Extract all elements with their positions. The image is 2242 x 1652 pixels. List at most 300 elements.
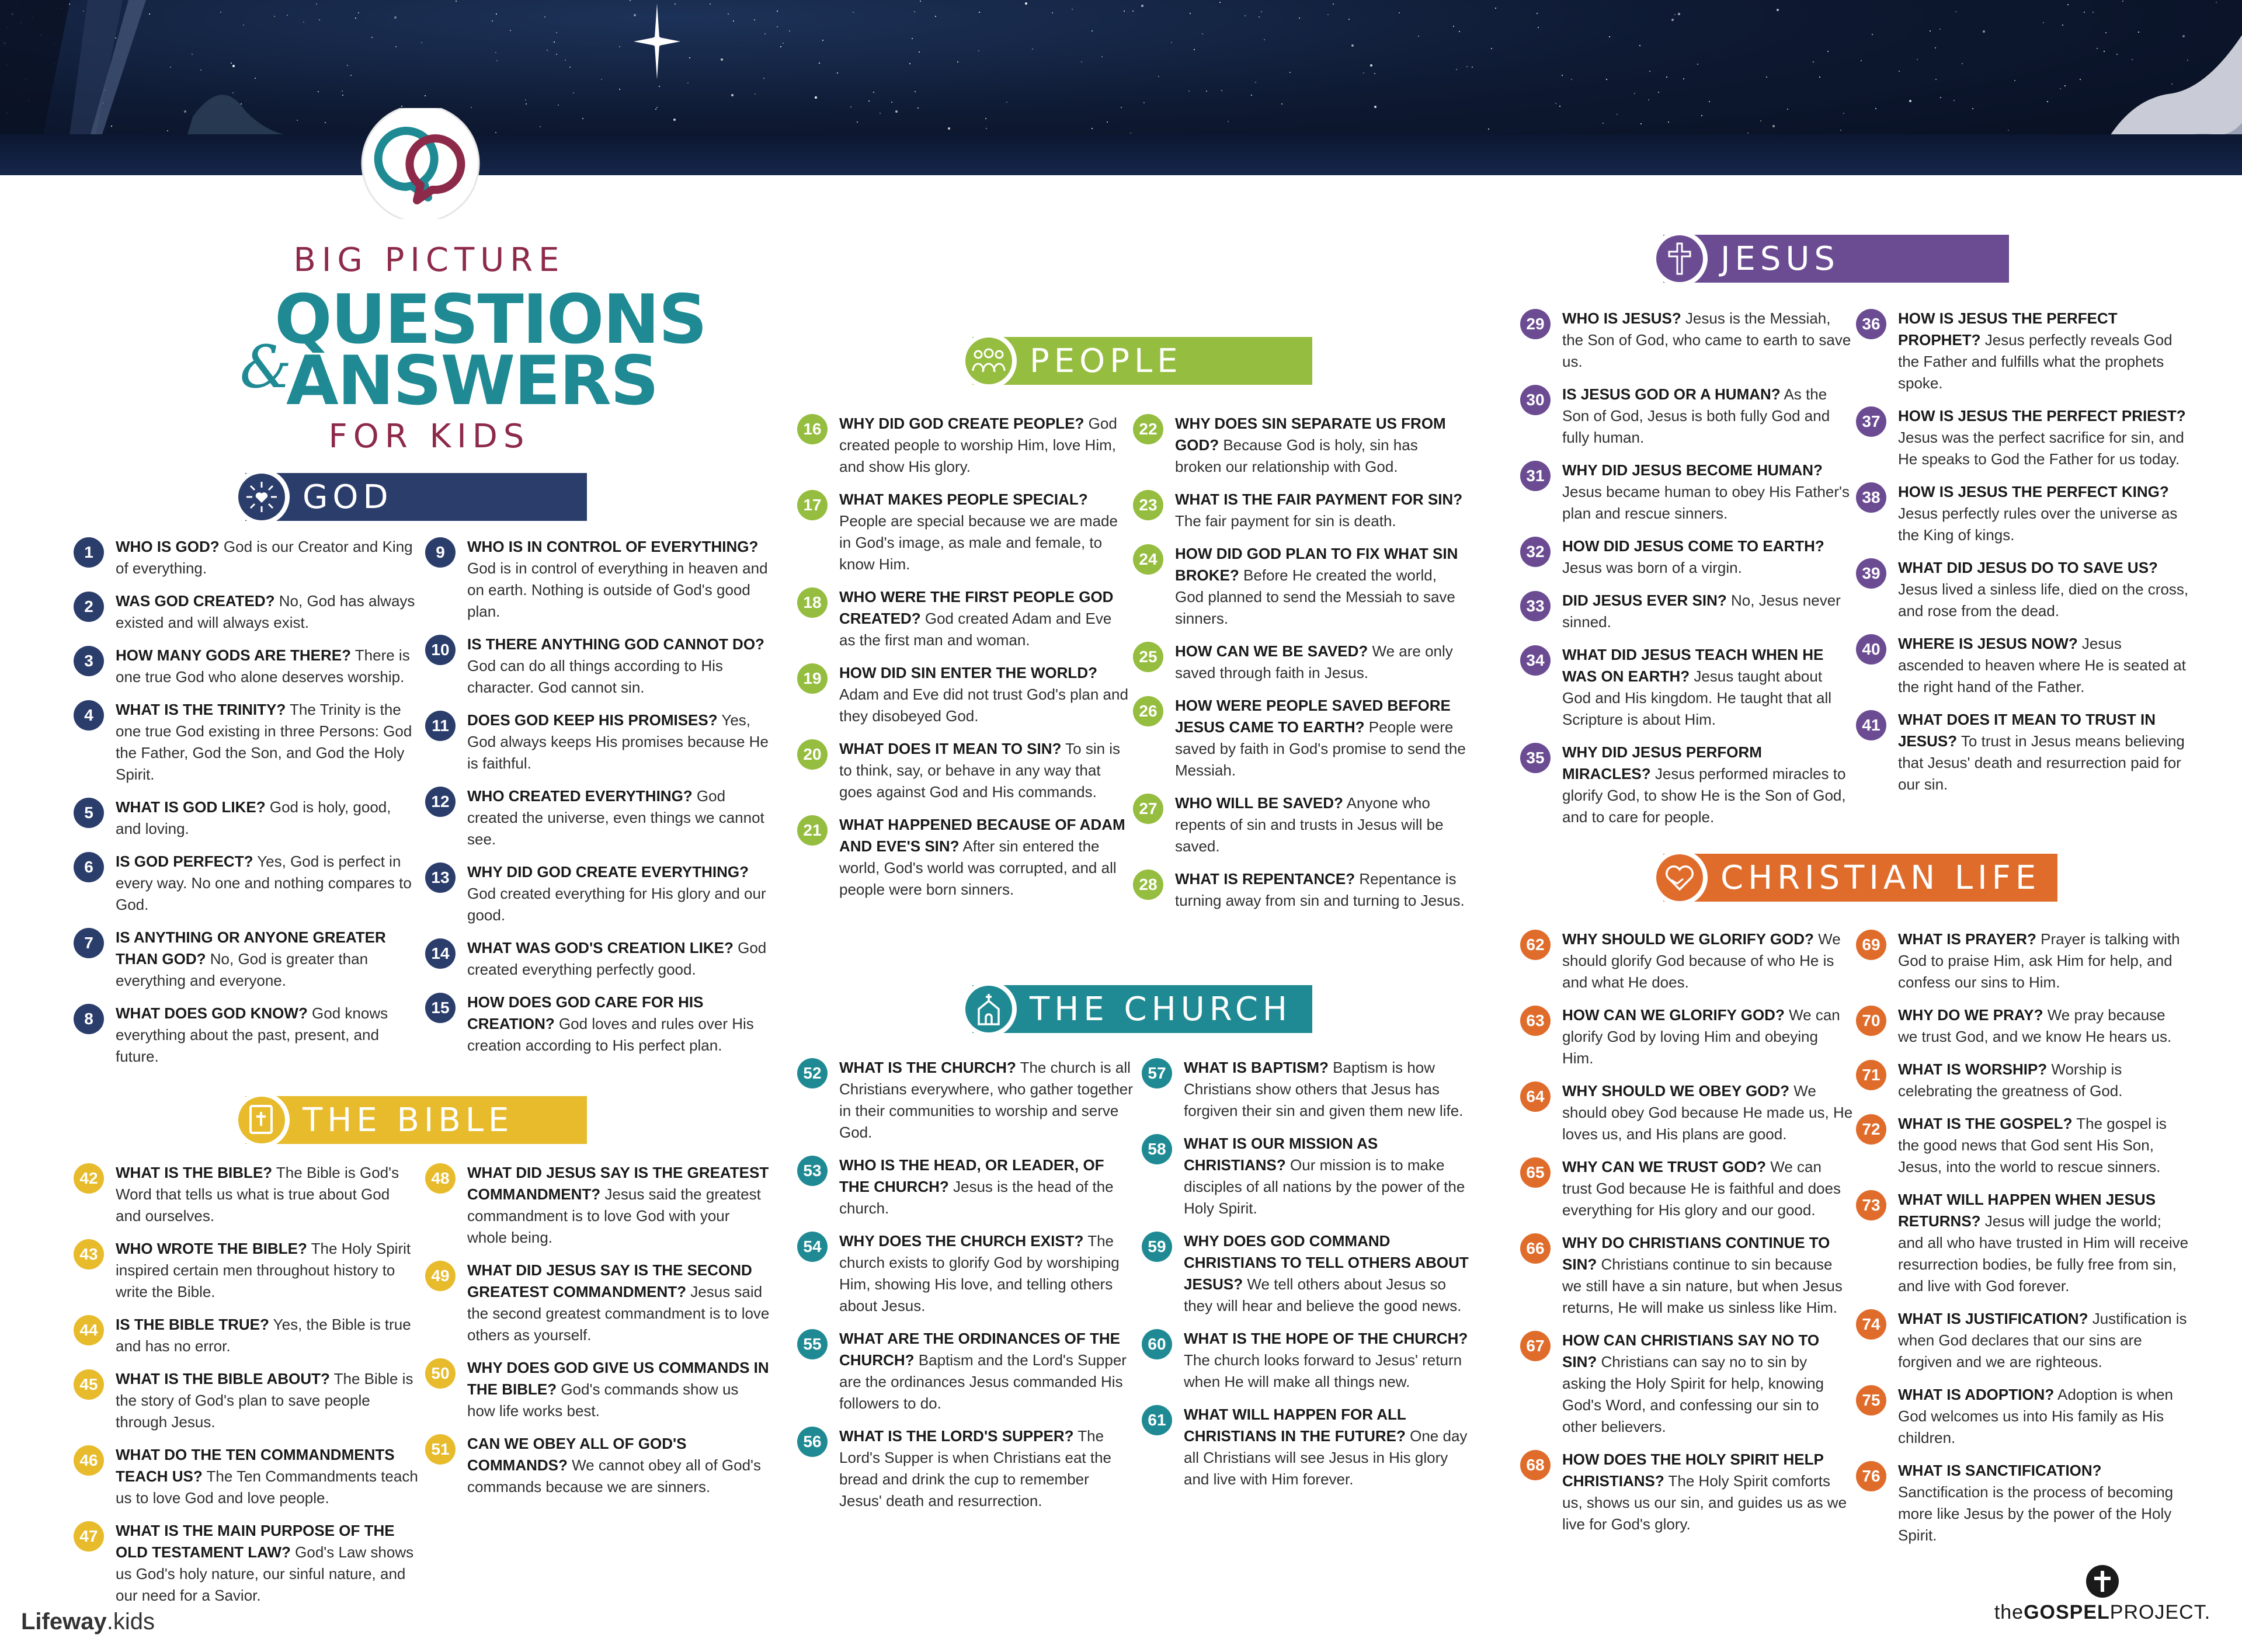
question-number-badge: 50 bbox=[425, 1358, 456, 1389]
qa-item bbox=[74, 1444, 418, 1509]
question-text: HOW DOES GOD CARE FOR HIS CREATION? bbox=[467, 993, 704, 1032]
question-text: WHAT IS THE HOPE OF THE CHURCH? bbox=[1184, 1330, 1468, 1347]
star-dot bbox=[1456, 69, 1457, 70]
answer-text: Jesus perfectly reveals God the Father and fulfills what the prophets spoke. bbox=[1898, 331, 2173, 392]
question-answer-text bbox=[116, 1003, 418, 1067]
star-dot bbox=[1640, 123, 1642, 124]
question-number-badge: 62 bbox=[1520, 930, 1551, 960]
question-answer-text bbox=[116, 1520, 418, 1606]
answer-text: Jesus ascended to heaven where He is seated at the right hand of the Father. bbox=[1898, 635, 2186, 695]
question-answer-text bbox=[1562, 742, 1853, 828]
question-text: WHY SHOULD WE OBEY GOD? bbox=[1562, 1082, 1790, 1100]
answer-text: Jesus will judge the world; and all who have trusted in Him will receive resurrection bodies, be fully free from sin, and live with God forever. bbox=[1898, 1212, 2189, 1295]
question-text: WHERE IS JESUS NOW? bbox=[1898, 635, 2078, 652]
star-dot bbox=[601, 79, 602, 80]
qa-item bbox=[425, 634, 770, 698]
star-dot bbox=[1092, 128, 1093, 129]
answer-text: God's commands show us how life works best. bbox=[467, 1380, 739, 1420]
star-dot bbox=[1930, 30, 1931, 32]
qa-item bbox=[1520, 460, 1853, 524]
question-text: HOW CAN WE BE SAVED? bbox=[1175, 642, 1368, 660]
answer-text: We are only saved through faith in Jesus. bbox=[1175, 642, 1453, 681]
church-questions-column-2 bbox=[1142, 1057, 1475, 1501]
answer-text: God created Adam and Eve as the first man and woman. bbox=[839, 610, 1112, 649]
question-text: WHO IS GOD? bbox=[116, 538, 220, 555]
question-number-badge: 28 bbox=[1133, 870, 1163, 900]
answer-text: Anyone who repents of sin and trusts in Jesus will be saved. bbox=[1175, 794, 1444, 855]
question-answer-text bbox=[467, 1260, 770, 1346]
question-text: WHY DOES GOD COMMAND CHRISTIANS TO TELL OTHERS ABOUT JESUS? bbox=[1184, 1232, 1469, 1293]
section-header-christian-life bbox=[1663, 854, 2057, 902]
star-dot bbox=[456, 1, 457, 2]
question-answer-text bbox=[1175, 792, 1466, 857]
question-text: HOW IS JESUS THE PERFECT PRIEST? bbox=[1898, 407, 2186, 425]
star-dot bbox=[421, 42, 422, 43]
question-answer-text bbox=[1898, 1308, 2189, 1373]
qa-item bbox=[797, 1057, 1133, 1143]
question-answer-text bbox=[839, 662, 1130, 727]
qa-item bbox=[797, 1425, 1133, 1512]
star-dot bbox=[1935, 79, 1937, 80]
question-text: WHAT WAS GOD'S CREATION LIKE? bbox=[467, 939, 734, 957]
star-dot bbox=[1683, 78, 1684, 79]
star-dot bbox=[1909, 100, 1911, 102]
question-text: DOES GOD KEEP HIS PROMISES? bbox=[467, 711, 718, 729]
question-number-badge: 57 bbox=[1142, 1058, 1172, 1088]
section-header-god bbox=[245, 473, 587, 521]
section-header-church bbox=[972, 985, 1312, 1033]
answer-text: God is our Creator and King of everything. bbox=[116, 538, 413, 577]
star-dot bbox=[1092, 30, 1093, 32]
question-answer-text bbox=[1898, 709, 2189, 795]
answer-text: The church is all Christians everywhere, who gather together in their communities to worship and serve God. bbox=[839, 1059, 1133, 1141]
answer-text: To trust in Jesus means believing that Jesus' death and resurrection paid for our sin. bbox=[1898, 732, 2185, 793]
question-number-badge: 34 bbox=[1520, 645, 1551, 676]
star-dot bbox=[496, 13, 497, 15]
question-text: IS ANYTHING OR ANYONE GREATER THAN GOD? bbox=[116, 928, 386, 968]
question-text: WHAT WILL HAPPEN FOR ALL CHRISTIANS IN THE FUTURE? bbox=[1184, 1406, 1406, 1445]
star-dot bbox=[619, 46, 620, 47]
answer-text: The church exists to glorify God by worshiping Him, showing His love, and telling others about Jesus. bbox=[839, 1232, 1120, 1314]
question-text: WHY DOES THE CHURCH EXIST? bbox=[839, 1232, 1084, 1250]
answer-text: God created the universe, even things we cannot see. bbox=[467, 787, 764, 848]
section-title-christian-life: CHRISTIAN LIFE bbox=[1720, 858, 2041, 897]
answer-text: One day all Christians will see Jesus in His glory and live with Him forever. bbox=[1184, 1427, 1468, 1488]
star-dot bbox=[1840, 130, 1841, 131]
question-answer-text bbox=[1175, 868, 1466, 912]
star-dot bbox=[1606, 79, 1607, 80]
answer-text: As the Son of God, Jesus is both fully God and fully human. bbox=[1562, 385, 1830, 446]
star-dot bbox=[510, 30, 511, 31]
question-text: WHO WROTE THE BIBLE? bbox=[116, 1240, 307, 1257]
qa-item bbox=[425, 1357, 770, 1422]
question-answer-text bbox=[1562, 928, 1853, 993]
section-title-god: GOD bbox=[303, 478, 393, 516]
question-text: WHY DID JESUS BECOME HUMAN? bbox=[1562, 461, 1823, 479]
qa-item bbox=[1856, 557, 2189, 622]
qa-item bbox=[1133, 695, 1466, 781]
question-text: WHO IS IN CONTROL OF EVERYTHING? bbox=[467, 538, 759, 555]
star-dot bbox=[1219, 2, 1221, 3]
question-answer-text bbox=[116, 797, 418, 840]
qa-item bbox=[1856, 1189, 2189, 1297]
qa-item bbox=[1520, 384, 1853, 448]
question-text: IS THE BIBLE TRUE? bbox=[116, 1316, 269, 1333]
answer-text: God is in control of everything in heaven and on earth. Nothing is outside of God's good plan. bbox=[467, 559, 768, 620]
star-dot bbox=[986, 128, 987, 129]
title-answers: ANSWERS bbox=[286, 342, 658, 420]
star-dot bbox=[1617, 114, 1618, 115]
star-dot bbox=[1747, 133, 1749, 134]
answer-text: We cannot obey all of God's commands because we are sinners. bbox=[467, 1456, 761, 1496]
bible-questions-column-1 bbox=[74, 1162, 418, 1618]
answer-text: Jesus is the Messiah, the Son of God, who came to earth to save us. bbox=[1562, 309, 1851, 370]
question-text: HOW DOES THE HOLY SPIRIT HELP CHRISTIANS? bbox=[1562, 1451, 1824, 1490]
qa-item bbox=[1133, 413, 1466, 478]
star-dot bbox=[342, 95, 343, 96]
qa-item bbox=[1856, 481, 2189, 546]
question-number-badge: 43 bbox=[74, 1239, 104, 1270]
star-dot bbox=[915, 91, 916, 92]
question-answer-text bbox=[1562, 1004, 1853, 1069]
question-text: WHAT IS GOD LIKE? bbox=[116, 798, 266, 816]
question-text: HOW CAN CHRISTIANS SAY NO TO SIN? bbox=[1562, 1331, 1820, 1371]
star-dot bbox=[342, 91, 343, 92]
qa-item bbox=[425, 937, 770, 980]
qa-item bbox=[1856, 928, 2189, 993]
qa-item bbox=[1856, 1113, 2189, 1178]
question-text: WHY SHOULD WE GLORIFY GOD? bbox=[1562, 930, 1814, 948]
answer-text: God created everything perfectly good. bbox=[467, 939, 767, 978]
qa-item bbox=[425, 1162, 770, 1248]
star-dot bbox=[525, 99, 526, 100]
qa-item bbox=[1520, 535, 1853, 579]
question-answer-text bbox=[839, 1230, 1133, 1317]
star-dot bbox=[789, 30, 790, 32]
star-dot bbox=[659, 86, 660, 87]
star-dot bbox=[985, 118, 986, 119]
star-dot bbox=[1206, 91, 1207, 92]
qa-item bbox=[74, 1003, 418, 1067]
star-dot bbox=[780, 46, 781, 47]
star-dot bbox=[1709, 101, 1710, 102]
star-dot bbox=[919, 51, 920, 53]
star-dot bbox=[318, 91, 319, 92]
question-answer-text bbox=[1898, 1113, 2189, 1178]
question-number-badge: 18 bbox=[797, 587, 828, 618]
star-dot bbox=[619, 89, 620, 90]
question-number-badge: 53 bbox=[797, 1156, 828, 1186]
star-dot bbox=[1245, 15, 1246, 16]
answer-text: Because God is holy, sin has broken our relationship with God. bbox=[1175, 436, 1418, 475]
question-answer-text bbox=[1562, 1156, 1853, 1221]
jesus-questions-column-2 bbox=[1856, 308, 2189, 806]
question-answer-text bbox=[1175, 413, 1466, 478]
question-text: WHAT IS THE MAIN PURPOSE OF THE OLD TESTAMENT LAW? bbox=[116, 1522, 395, 1561]
question-answer-text bbox=[1898, 308, 2189, 394]
star-dot bbox=[1052, 12, 1053, 13]
question-answer-text bbox=[467, 992, 770, 1056]
question-number-badge: 13 bbox=[425, 862, 456, 893]
question-answer-text bbox=[839, 489, 1130, 575]
answer-text: Yes, God always keeps His promises because He is faithful. bbox=[467, 711, 769, 772]
answer-text: Jesus was the perfect sacrifice for sin, and He speaks to God the Father for us today. bbox=[1898, 429, 2184, 468]
question-text: WHAT IS THE GOSPEL? bbox=[1898, 1115, 2073, 1132]
question-text: WHAT IS WORSHIP? bbox=[1898, 1060, 2048, 1078]
question-text: WHY DOES SIN SEPARATE US FROM GOD? bbox=[1175, 415, 1446, 454]
star-dot bbox=[853, 12, 854, 13]
section-header-people bbox=[972, 337, 1312, 385]
star-dot bbox=[728, 13, 729, 15]
answer-text: Christians continue to sin because we still have a sin nature, but when Jesus returns, He will make us sinless like Him. bbox=[1562, 1255, 1843, 1316]
star-dot bbox=[1648, 99, 1649, 100]
question-number-badge: 63 bbox=[1520, 1006, 1551, 1036]
star-dot bbox=[1872, 34, 1873, 35]
radiant-heart-icon bbox=[234, 469, 290, 525]
question-text: HOW IS JESUS THE PERFECT PROPHET? bbox=[1898, 309, 2118, 349]
lifeway-logo-text: Lifeway bbox=[21, 1609, 107, 1634]
question-answer-text bbox=[116, 1444, 418, 1509]
qa-item bbox=[1142, 1133, 1475, 1219]
star-dot bbox=[1562, 75, 1563, 76]
answer-text: We can trust God because He is faithful and does everything for His glory and our good. bbox=[1562, 1158, 1841, 1219]
qa-item bbox=[797, 1154, 1133, 1219]
question-number-badge: 21 bbox=[797, 815, 828, 846]
answer-text: Jesus is the head of the church. bbox=[839, 1178, 1114, 1217]
star-dot bbox=[837, 72, 838, 74]
question-number-badge: 22 bbox=[1133, 414, 1163, 444]
qa-item bbox=[425, 536, 770, 622]
star-dot bbox=[1124, 11, 1125, 12]
question-text: HOW WERE PEOPLE SAVED BEFORE JESUS CAME TO EARTH? bbox=[1175, 697, 1451, 736]
section-header-jesus bbox=[1663, 235, 2009, 283]
question-answer-text bbox=[1175, 489, 1466, 532]
qa-item bbox=[1520, 742, 1853, 828]
star-dot bbox=[1370, 64, 1372, 67]
answer-text: No, Jesus never sinned. bbox=[1562, 592, 1841, 631]
qa-item bbox=[1520, 1232, 1853, 1319]
star-dot bbox=[1299, 18, 1300, 19]
star-dot bbox=[1697, 64, 1698, 65]
question-text: WHAT IS REPENTANCE? bbox=[1175, 870, 1355, 888]
speech-bubbles-icon bbox=[356, 108, 485, 219]
star-dot bbox=[819, 62, 820, 64]
question-number-badge: 41 bbox=[1856, 710, 1886, 740]
question-number-badge: 26 bbox=[1133, 696, 1163, 726]
star-dot bbox=[544, 16, 545, 18]
question-answer-text bbox=[1898, 1059, 2189, 1102]
question-answer-text bbox=[116, 699, 418, 785]
question-number-badge: 39 bbox=[1856, 558, 1886, 589]
section-header-bible bbox=[245, 1096, 587, 1144]
question-text: WHAT DOES IT MEAN TO SIN? bbox=[839, 740, 1062, 757]
qa-item bbox=[1856, 1384, 2189, 1449]
title-for-kids: FOR KIDS bbox=[328, 418, 530, 455]
question-text: WHAT MAKES PEOPLE SPECIAL? bbox=[839, 491, 1088, 508]
star-dot bbox=[630, 0, 631, 1]
question-number-badge: 56 bbox=[797, 1427, 828, 1457]
question-answer-text bbox=[1898, 1384, 2189, 1449]
question-number-badge: 12 bbox=[425, 787, 456, 817]
star-dot bbox=[1939, 29, 1941, 30]
question-answer-text bbox=[467, 861, 770, 926]
question-answer-text bbox=[467, 785, 770, 850]
question-answer-text bbox=[1184, 1328, 1475, 1393]
question-answer-text bbox=[467, 1433, 770, 1498]
qa-item bbox=[74, 797, 418, 840]
star-dot bbox=[526, 103, 527, 105]
star-dot bbox=[1538, 27, 1539, 28]
answer-text: Jesus was born of a virgin. bbox=[1562, 559, 1742, 576]
question-answer-text bbox=[1175, 695, 1466, 781]
star-dot bbox=[1760, 120, 1761, 121]
star-dot bbox=[733, 20, 734, 22]
star-dot bbox=[1143, 102, 1145, 103]
star-dot bbox=[754, 19, 755, 20]
question-number-badge: 14 bbox=[425, 938, 456, 969]
question-answer-text bbox=[1562, 1449, 1853, 1535]
answer-text: The Trinity is the one true God existing in three Persons: God the Father, God the Son, and God the Holy Spirit. bbox=[116, 701, 412, 783]
question-number-badge: 4 bbox=[74, 700, 104, 731]
question-number-badge: 9 bbox=[425, 537, 456, 568]
star-dot bbox=[556, 32, 557, 33]
title-logo bbox=[239, 108, 707, 458]
qa-item bbox=[74, 1314, 418, 1357]
star-dot bbox=[1701, 115, 1702, 116]
question-text: WHO IS JESUS? bbox=[1562, 309, 1681, 327]
lifeway-kids-logo bbox=[21, 1609, 155, 1635]
question-answer-text bbox=[1184, 1133, 1475, 1219]
question-number-badge: 27 bbox=[1133, 794, 1163, 824]
star-dot bbox=[1935, 47, 1936, 48]
question-answer-text bbox=[1562, 644, 1853, 731]
star-dot bbox=[1251, 95, 1252, 96]
star-dot bbox=[1188, 91, 1190, 92]
question-number-badge: 6 bbox=[74, 852, 104, 882]
star-dot bbox=[914, 11, 915, 12]
star-dot bbox=[1609, 36, 1610, 37]
question-number-badge: 40 bbox=[1856, 634, 1886, 665]
star-dot bbox=[1827, 51, 1829, 52]
star-dot bbox=[495, 52, 496, 53]
question-number-badge: 58 bbox=[1142, 1134, 1172, 1164]
answer-text: God created people to worship Him, love Him, and show His glory. bbox=[839, 415, 1117, 475]
answer-text: The church looks forward to Jesus' return when He will make all things new. bbox=[1184, 1351, 1462, 1390]
star-dot bbox=[1766, 76, 1767, 78]
qa-item bbox=[425, 1260, 770, 1346]
question-answer-text bbox=[1562, 384, 1853, 448]
star-dot bbox=[920, 1, 921, 2]
star-dot bbox=[1668, 121, 1669, 123]
qa-item bbox=[425, 710, 770, 774]
star-dot bbox=[1962, 63, 1963, 64]
qa-item bbox=[74, 590, 418, 634]
question-answer-text bbox=[1562, 460, 1853, 524]
answer-text: The Holy Spirit comforts us, shows us our sin, and guides us as we live for God's glory. bbox=[1562, 1472, 1847, 1533]
question-number-badge: 65 bbox=[1520, 1157, 1551, 1188]
jesus-questions-column-1 bbox=[1520, 308, 1853, 839]
question-number-badge: 37 bbox=[1856, 406, 1886, 437]
star-dot bbox=[1954, 100, 1955, 101]
answer-text: We should glorify God because of who He is and what He does. bbox=[1562, 930, 1841, 991]
question-answer-text bbox=[1898, 1189, 2189, 1297]
star-dot bbox=[1399, 12, 1400, 13]
star-dot bbox=[1327, 14, 1329, 15]
question-answer-text bbox=[467, 937, 770, 980]
question-text: WHAT IS PRAYER? bbox=[1898, 930, 2036, 948]
answer-text: God created everything for His glory and our good. bbox=[467, 885, 766, 924]
star-dot bbox=[1101, 56, 1103, 57]
question-text: IS JESUS GOD OR A HUMAN? bbox=[1562, 385, 1781, 403]
star-dot bbox=[1466, 66, 1468, 67]
star-dot bbox=[1194, 49, 1195, 50]
answer-text: We can glorify God by loving Him and obeying Him. bbox=[1562, 1006, 1840, 1067]
star-dot bbox=[783, 43, 784, 44]
qa-item bbox=[425, 861, 770, 926]
god-questions-column-2 bbox=[425, 536, 770, 1067]
question-number-badge: 55 bbox=[797, 1329, 828, 1359]
star-dot bbox=[1130, 133, 1131, 134]
star-dot bbox=[917, 107, 919, 109]
section-title-people: PEOPLE bbox=[1030, 342, 1183, 380]
question-answer-text bbox=[1898, 633, 2189, 698]
qa-item bbox=[1856, 1460, 2189, 1546]
question-answer-text bbox=[839, 1057, 1133, 1143]
question-number-badge: 5 bbox=[74, 798, 104, 828]
star-dot bbox=[358, 12, 359, 13]
question-text: WHAT DO THE TEN COMMANDMENTS TEACH US? bbox=[116, 1446, 395, 1485]
qa-item bbox=[1520, 1156, 1853, 1221]
qa-item bbox=[1520, 308, 1853, 373]
star-dot bbox=[1032, 48, 1033, 50]
qa-item bbox=[74, 536, 418, 579]
star-dot bbox=[1158, 76, 1159, 77]
star-dot bbox=[777, 26, 778, 27]
star-dot bbox=[655, 109, 656, 110]
christian-life-questions-column-1 bbox=[1520, 928, 1853, 1546]
qa-item bbox=[74, 927, 418, 992]
star-of-bethlehem-icon bbox=[634, 4, 680, 79]
question-text: WHY CAN WE TRUST GOD? bbox=[1562, 1158, 1767, 1175]
question-number-badge: 51 bbox=[425, 1434, 456, 1465]
qa-item bbox=[1856, 308, 2189, 394]
title-big-picture: BIG PICTURE bbox=[293, 241, 565, 279]
question-number-badge: 10 bbox=[425, 635, 456, 665]
question-text: WHAT DOES IT MEAN TO TRUST IN JESUS? bbox=[1898, 711, 2156, 750]
star-dot bbox=[1777, 9, 1779, 11]
qa-item bbox=[74, 699, 418, 785]
question-answer-text bbox=[467, 634, 770, 698]
star-dot bbox=[912, 38, 913, 39]
star-dot bbox=[347, 65, 348, 66]
question-number-badge: 75 bbox=[1856, 1385, 1886, 1415]
star-dot bbox=[1658, 92, 1659, 93]
star-dot bbox=[1472, 67, 1473, 68]
answer-text: People were saved by faith in God's promise to send the Messiah. bbox=[1175, 718, 1466, 779]
star-dot bbox=[1025, 2, 1027, 5]
star-dot bbox=[1289, 72, 1291, 73]
qa-item bbox=[1142, 1328, 1475, 1393]
star-dot bbox=[880, 113, 881, 114]
question-number-badge: 33 bbox=[1520, 591, 1551, 621]
question-answer-text bbox=[1898, 557, 2189, 622]
qa-item bbox=[1856, 709, 2189, 795]
star-dot bbox=[1255, 82, 1256, 83]
star-dot bbox=[496, 60, 498, 61]
question-answer-text bbox=[839, 413, 1130, 478]
question-text: WHAT IS THE TRINITY? bbox=[116, 701, 286, 718]
star-dot bbox=[1190, 13, 1191, 14]
